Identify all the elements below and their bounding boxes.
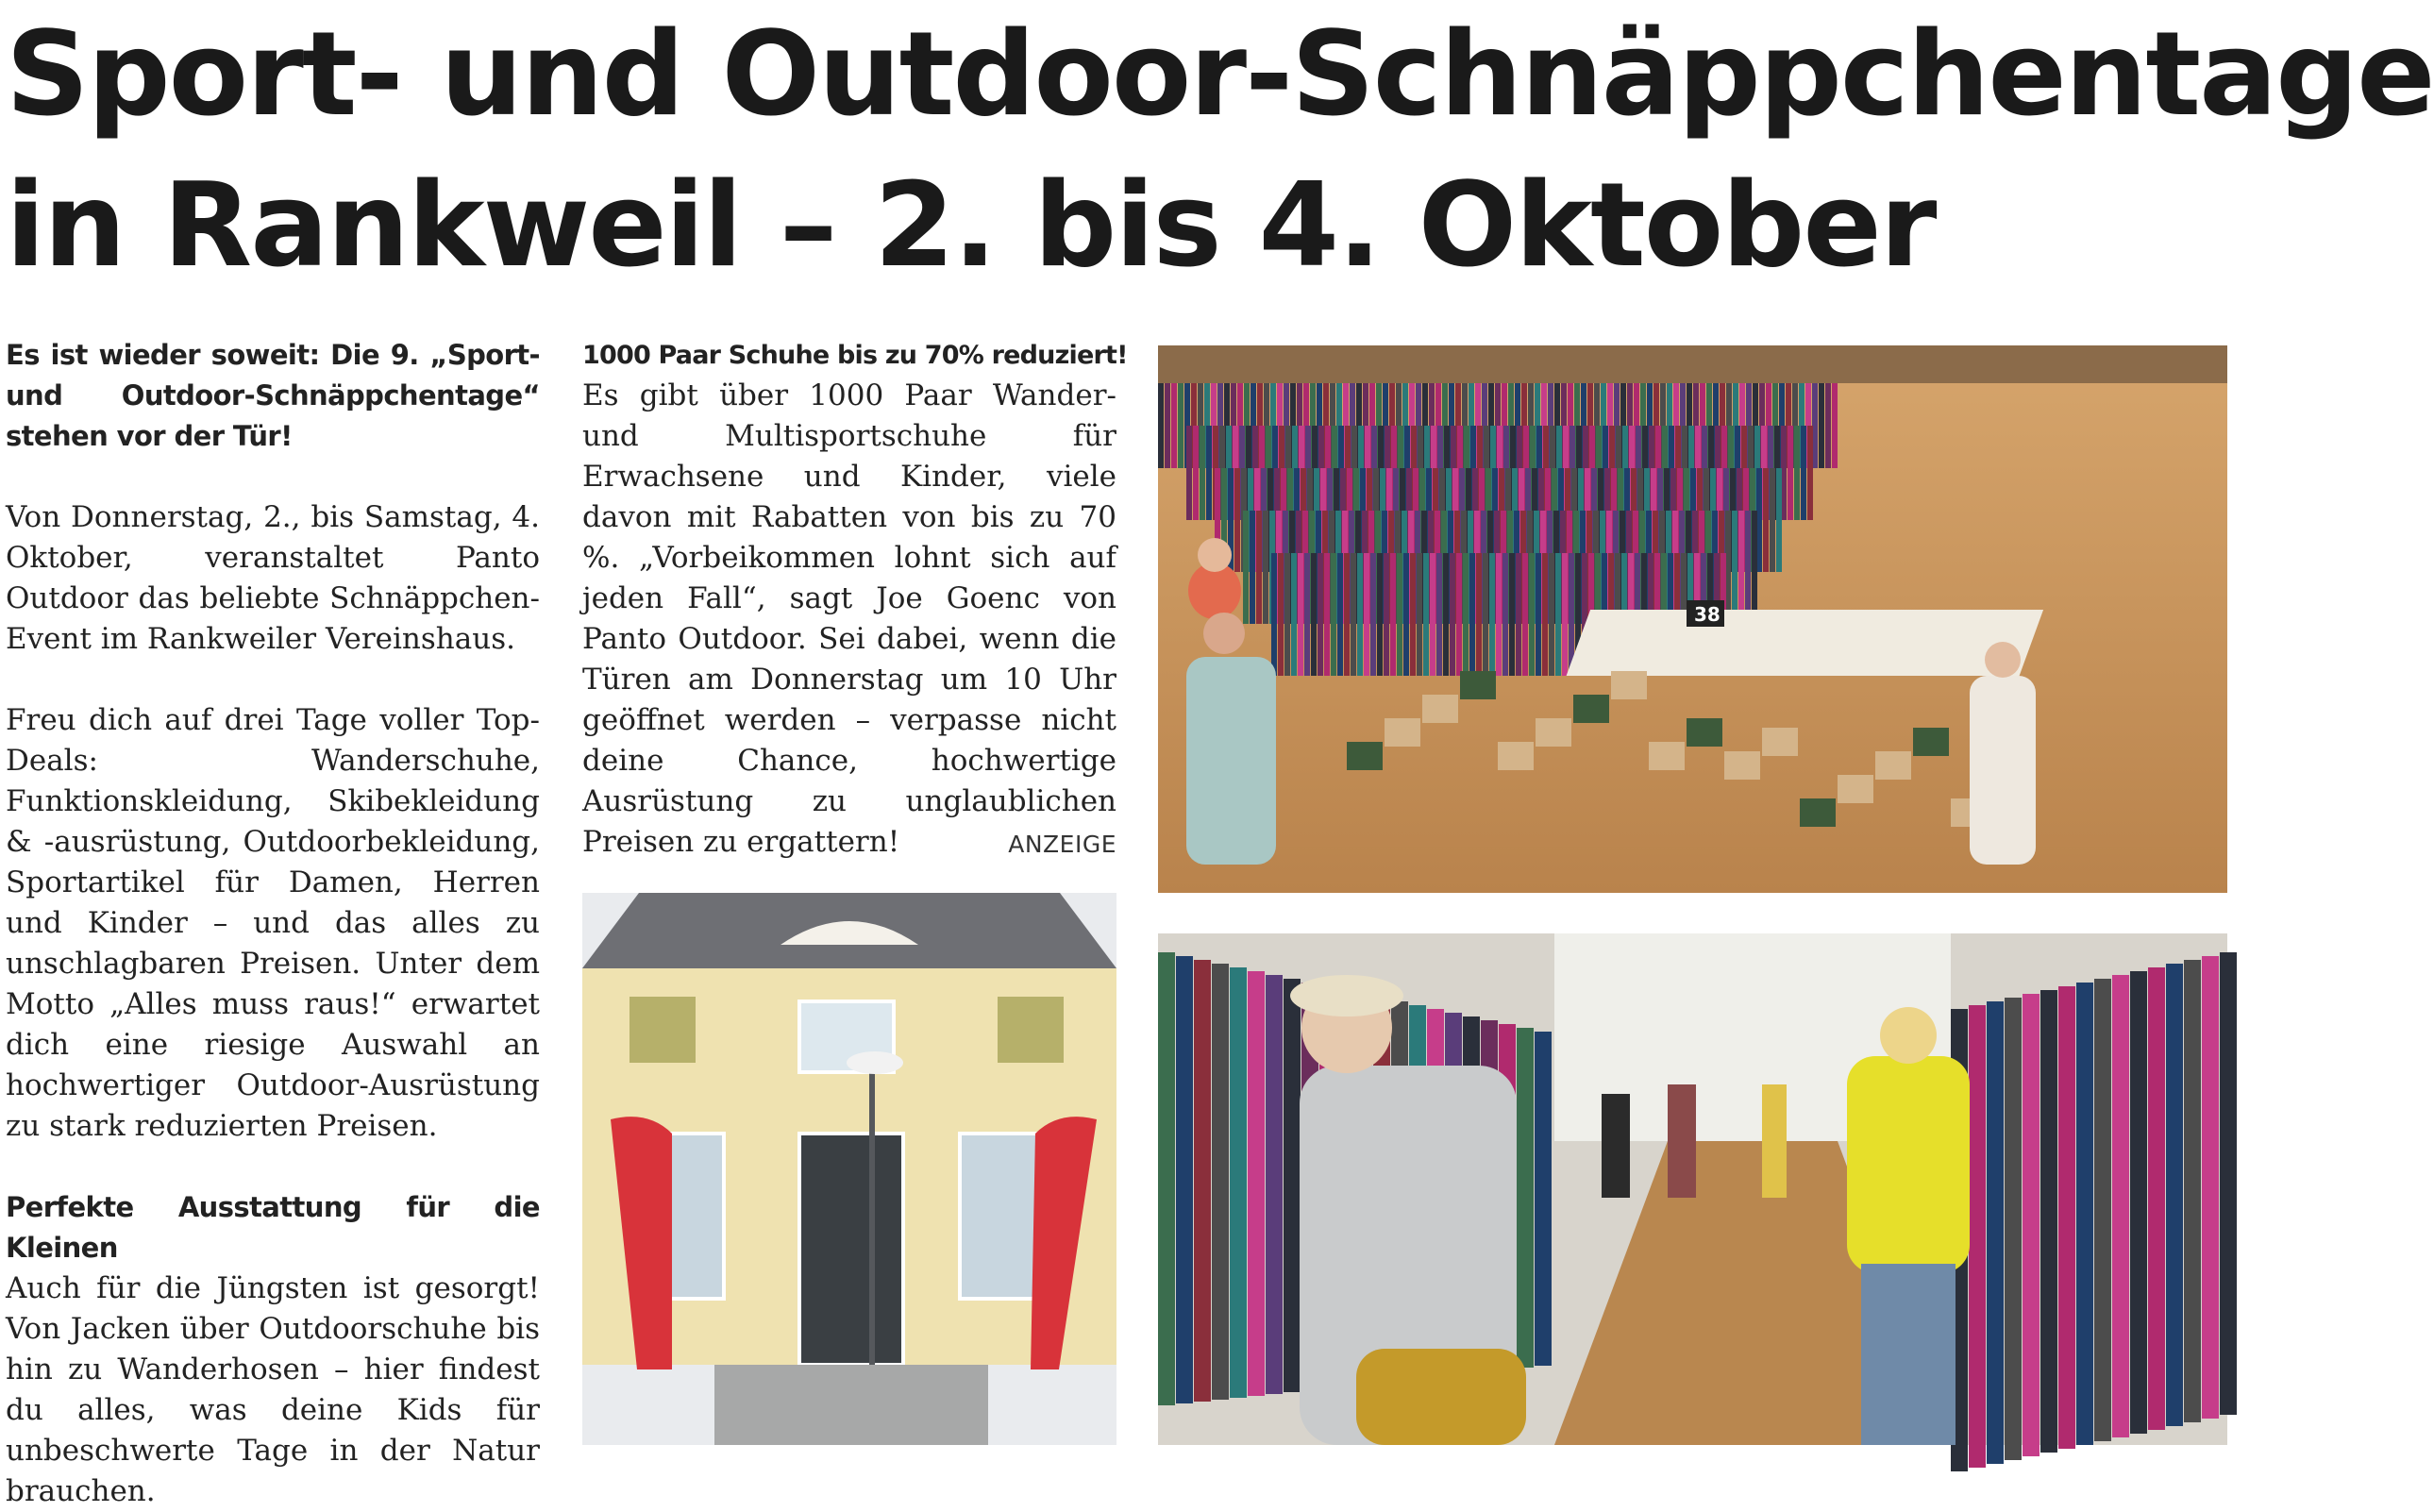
photo-sales-hall	[1158, 345, 2227, 893]
article-column-middle	[582, 335, 1128, 903]
subhead-shoes: 1000 Paar Schuhe bis zu 70% reduziert!	[582, 341, 1128, 370]
photo-vereinshaus-building	[582, 893, 1116, 1445]
hall-sign-number: 38	[1694, 603, 1721, 626]
headline	[6, 0, 2434, 302]
headline-line-1: Sport- und Outdoor-Schnäppchentage	[6, 8, 2434, 143]
article-paragraph-kids: Auch für die Jüngsten ist gesorgt! Von Jacken über Outdoorschuhe bis hin zu Wanderhosen – hier findest du alles, was deine Kids für unbeschwerte Tage in der Natur brauchen.	[6, 1271, 540, 1508]
article-paragraph-deals: Freu dich auf drei Tage voller Top-Deals: Wanderschuhe, Funktionskleidung, Skibekleidung & -ausrüstung, Outdoorbekleidung, Sportartikel für Damen, Herren und Kinder – und das alles zu unschlagbaren Preisen. Unter dem Motto „Alles muss raus!“ erwartet dich eine riesige Auswahl an hochwertiger Outdoor-Ausrüstung zu stark reduzierten Preisen.	[6, 703, 540, 1143]
article-lead: Es ist wieder soweit: Die 9. „Sport- und Outdoor-Schnäppchentage“ stehen vor der Tür!	[6, 339, 540, 452]
headline-line-2: in Rankweil – 2. bis 4. Oktober	[6, 159, 1936, 294]
photo-shoppers-jackets	[1158, 933, 2227, 1445]
article-paragraph-shoes: Es gibt über 1000 Paar Wander- und Multisportschuhe für Erwachsene und Kinder, viele davon mit Rabatten von bis zu 70 %. „Vorbeikommen lohnt sich auf jeden Fall“, sagt Joe Goenc von Panto Outdoor. Sei dabei, wenn die Türen am Donnerstag um 10 Uhr geöffnet werden – verpasse nicht deine Chance, hochwertige Ausrüstung zu unglaublichen Preisen zu ergattern!	[582, 378, 1116, 859]
article-column-left	[6, 335, 540, 1508]
subhead-kids: Perfekte Ausstattung für die Kleinen	[6, 1191, 540, 1264]
advertisement-label: ANZEIGE	[1008, 831, 1116, 858]
article-paragraph-dates: Von Donnerstag, 2., bis Samstag, 4. Oktober, veranstaltet Panto Outdoor das beliebte Schnäppchen-Event im Rankweiler Vereinshaus.	[6, 500, 540, 656]
